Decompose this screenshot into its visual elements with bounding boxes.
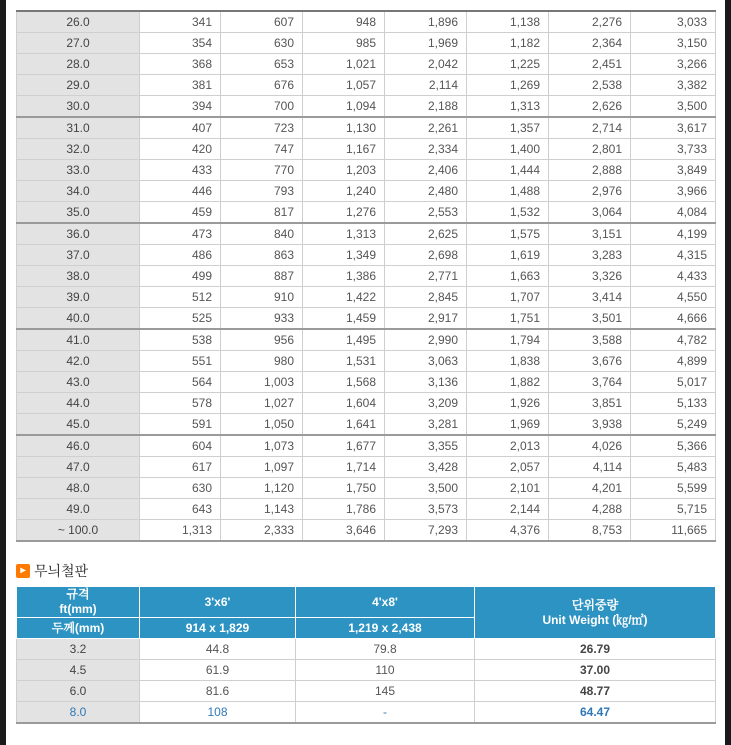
weight-cell: 3,938 [549, 414, 631, 436]
weight-cell: 723 [221, 117, 303, 139]
weight-cell: 980 [221, 351, 303, 372]
weight-cell: 1,130 [303, 117, 385, 139]
size-mm-header-1: 914 x 1,829 [140, 618, 296, 639]
weight-cell: 499 [140, 266, 221, 287]
weight-cell: 473 [140, 223, 221, 245]
weight-cell: 1,021 [303, 54, 385, 75]
weight-cell: 3,414 [549, 287, 631, 308]
thickness-cell: 4.5 [17, 660, 140, 681]
weight-cell: 2,101 [467, 478, 549, 499]
table-row [17, 139, 716, 160]
weight-cell: 1,641 [303, 414, 385, 436]
size-mm-header-2: 1,219 x 2,438 [296, 618, 475, 639]
weight-cell: 1,794 [467, 329, 549, 351]
table-row [17, 393, 716, 414]
weight-cell: 1,225 [467, 54, 549, 75]
table-row [17, 372, 716, 393]
weight-cell: 2,406 [385, 160, 467, 181]
weight-cell: 2,333 [221, 520, 303, 542]
weight-cell: 863 [221, 245, 303, 266]
table-row [17, 660, 716, 681]
weight-cell: 653 [221, 54, 303, 75]
weight-cell: 8,753 [549, 520, 631, 542]
weight-cell: 3,851 [549, 393, 631, 414]
weight-cell: 446 [140, 181, 221, 202]
table-row [17, 435, 716, 457]
weight-cell: 2,990 [385, 329, 467, 351]
weight-cell: 3,283 [549, 245, 631, 266]
weight-cell: 4,899 [631, 351, 716, 372]
weight-cell: 3,209 [385, 393, 467, 414]
weight-cell: 604 [140, 435, 221, 457]
weight-cell: 1,896 [385, 11, 467, 33]
table-row [17, 96, 716, 118]
table-row [17, 308, 716, 330]
table-row [17, 117, 716, 139]
thickness-cell: 38.0 [17, 266, 140, 287]
size-header-1: 3'x6' [140, 587, 296, 618]
weight-cell: 1,488 [467, 181, 549, 202]
weight-cell: 3,063 [385, 351, 467, 372]
weight-cell: 1,050 [221, 414, 303, 436]
weight-cell: 11,665 [631, 520, 716, 542]
weight-cell: 3,064 [549, 202, 631, 224]
thickness-cell: 27.0 [17, 33, 140, 54]
weight-cell: 110 [296, 660, 475, 681]
table-row [17, 702, 716, 724]
weight-cell: 81.6 [140, 681, 296, 702]
table-row [17, 11, 716, 33]
weight-cell: 5,017 [631, 372, 716, 393]
table-row [17, 329, 716, 351]
weight-cell: 933 [221, 308, 303, 330]
weight-cell: 4,199 [631, 223, 716, 245]
weight-cell: 5,599 [631, 478, 716, 499]
weight-cell: 433 [140, 160, 221, 181]
weight-cell: 2,917 [385, 308, 467, 330]
weight-cell: 4,288 [549, 499, 631, 520]
weight-cell: 2,553 [385, 202, 467, 224]
weight-cell: 420 [140, 139, 221, 160]
weight-cell: 1,003 [221, 372, 303, 393]
weight-cell: 368 [140, 54, 221, 75]
weight-cell: 2,698 [385, 245, 467, 266]
weight-cell: 1,313 [140, 520, 221, 542]
table-row [17, 181, 716, 202]
weight-cell: 1,138 [467, 11, 549, 33]
thickness-cell: 45.0 [17, 414, 140, 436]
weight-cell: 3,617 [631, 117, 716, 139]
weight-cell: 354 [140, 33, 221, 54]
weight-cell: 2,845 [385, 287, 467, 308]
weight-cell: 2,538 [549, 75, 631, 96]
weight-cell: 1,269 [467, 75, 549, 96]
unit-weight-header [475, 587, 716, 639]
weight-cell: 1,240 [303, 181, 385, 202]
weight-cell: 3,500 [631, 96, 716, 118]
weight-cell: 2,276 [549, 11, 631, 33]
weight-cell: 1,143 [221, 499, 303, 520]
weight-cell: 817 [221, 202, 303, 224]
unit-weight-cell: 26.79 [475, 639, 716, 660]
weight-cell: 3,676 [549, 351, 631, 372]
weight-cell: 1,707 [467, 287, 549, 308]
weight-cell: 2,013 [467, 435, 549, 457]
thickness-cell: 30.0 [17, 96, 140, 118]
content-panel [6, 0, 725, 745]
thickness-cell: 48.0 [17, 478, 140, 499]
weight-cell: 4,550 [631, 287, 716, 308]
weight-cell: 617 [140, 457, 221, 478]
weight-cell: 1,531 [303, 351, 385, 372]
thickness-cell: 28.0 [17, 54, 140, 75]
unit-weight-cell: 48.77 [475, 681, 716, 702]
weight-cell: - [296, 702, 475, 724]
weight-cell: 607 [221, 11, 303, 33]
weight-cell: 525 [140, 308, 221, 330]
weight-cell: 2,625 [385, 223, 467, 245]
unit-weight-cell: 64.47 [475, 702, 716, 724]
weight-cell: 1,386 [303, 266, 385, 287]
weight-cell: 564 [140, 372, 221, 393]
thickness-cell: 37.0 [17, 245, 140, 266]
thickness-cell: 49.0 [17, 499, 140, 520]
table-row [17, 33, 716, 54]
weight-cell: 5,715 [631, 499, 716, 520]
weight-cell: 2,451 [549, 54, 631, 75]
weight-cell: 3,501 [549, 308, 631, 330]
weight-cell: 3,428 [385, 457, 467, 478]
weight-cell: 1,203 [303, 160, 385, 181]
weight-cell: 3,326 [549, 266, 631, 287]
weight-cell: 1,313 [303, 223, 385, 245]
weight-cell: 4,433 [631, 266, 716, 287]
weight-cell: 407 [140, 117, 221, 139]
weight-cell: 108 [140, 702, 296, 724]
table-row [17, 681, 716, 702]
table-row [17, 499, 716, 520]
thickness-cell: 41.0 [17, 329, 140, 351]
weight-cell: 5,249 [631, 414, 716, 436]
thickness-cell: 43.0 [17, 372, 140, 393]
weight-cell: 1,400 [467, 139, 549, 160]
weight-cell: 1,786 [303, 499, 385, 520]
weight-cell: 1,444 [467, 160, 549, 181]
spec-header [17, 587, 140, 618]
thickness-cell: 39.0 [17, 287, 140, 308]
weight-cell: 2,771 [385, 266, 467, 287]
weight-cell: 910 [221, 287, 303, 308]
table-row [17, 266, 716, 287]
thickness-cell: 34.0 [17, 181, 140, 202]
weight-cell: 1,969 [385, 33, 467, 54]
thickness-cell: ~ 100.0 [17, 520, 140, 542]
weight-cell: 2,042 [385, 54, 467, 75]
weight-cell: 2,480 [385, 181, 467, 202]
weight-cell: 4,315 [631, 245, 716, 266]
weight-cell: 1,882 [467, 372, 549, 393]
weight-cell: 1,663 [467, 266, 549, 287]
weight-cell: 4,376 [467, 520, 549, 542]
weight-cell: 4,201 [549, 478, 631, 499]
weight-cell: 1,677 [303, 435, 385, 457]
spec-label: 규격 ft(mm) [59, 587, 97, 616]
thickness-cell: 47.0 [17, 457, 140, 478]
weight-cell: 486 [140, 245, 221, 266]
weight-cell: 1,349 [303, 245, 385, 266]
weight-cell: 1,094 [303, 96, 385, 118]
weight-cell: 3,849 [631, 160, 716, 181]
weight-cell: 1,575 [467, 223, 549, 245]
weight-cell: 1,714 [303, 457, 385, 478]
table-row [17, 520, 716, 542]
table-row [17, 202, 716, 224]
weight-cell: 3,266 [631, 54, 716, 75]
weight-cell: 459 [140, 202, 221, 224]
weight-cell: 2,626 [549, 96, 631, 118]
weight-cell: 44.8 [140, 639, 296, 660]
weight-cell: 3,382 [631, 75, 716, 96]
weight-cell: 948 [303, 11, 385, 33]
weight-cell: 3,150 [631, 33, 716, 54]
weight-cell: 676 [221, 75, 303, 96]
table-row [17, 245, 716, 266]
section-title: 무늬철판 [34, 563, 89, 579]
weight-cell: 4,666 [631, 308, 716, 330]
weight-cell: 2,364 [549, 33, 631, 54]
thickness-cell: 6.0 [17, 681, 140, 702]
weight-cell: 1,422 [303, 287, 385, 308]
weight-cell: 79.8 [296, 639, 475, 660]
table-row [17, 54, 716, 75]
weight-cell: 3,588 [549, 329, 631, 351]
weight-cell: 956 [221, 329, 303, 351]
weight-cell: 1,532 [467, 202, 549, 224]
weight-cell: 394 [140, 96, 221, 118]
weight-cell: 2,057 [467, 457, 549, 478]
weight-cell: 5,483 [631, 457, 716, 478]
table-row [17, 287, 716, 308]
thickness-cell: 29.0 [17, 75, 140, 96]
weight-cell: 381 [140, 75, 221, 96]
thickness-cell: 46.0 [17, 435, 140, 457]
thickness-header: 두께(mm) [17, 618, 140, 639]
weight-cell: 770 [221, 160, 303, 181]
thickness-cell: 40.0 [17, 308, 140, 330]
weight-cell: 4,782 [631, 329, 716, 351]
weight-cell: 7,293 [385, 520, 467, 542]
weight-cell: 1,495 [303, 329, 385, 351]
table-row [17, 75, 716, 96]
weight-cell: 3,500 [385, 478, 467, 499]
weight-cell: 1,097 [221, 457, 303, 478]
weight-cell: 3,573 [385, 499, 467, 520]
weight-cell: 747 [221, 139, 303, 160]
thickness-cell: 31.0 [17, 117, 140, 139]
arrow-right-icon: ▸ [16, 564, 30, 578]
weight-cell: 1,751 [467, 308, 549, 330]
thickness-cell: 35.0 [17, 202, 140, 224]
weight-cell: 578 [140, 393, 221, 414]
thickness-cell: 42.0 [17, 351, 140, 372]
weight-cell: 630 [221, 33, 303, 54]
weight-cell: 5,366 [631, 435, 716, 457]
weight-cell: 2,144 [467, 499, 549, 520]
weight-cell: 4,084 [631, 202, 716, 224]
steel-weight-table [16, 10, 716, 542]
table-row [17, 160, 716, 181]
thickness-cell: 36.0 [17, 223, 140, 245]
weight-cell: 1,604 [303, 393, 385, 414]
weight-cell: 2,801 [549, 139, 631, 160]
weight-cell: 630 [140, 478, 221, 499]
weight-cell: 2,188 [385, 96, 467, 118]
weight-cell: 1,057 [303, 75, 385, 96]
weight-cell: 840 [221, 223, 303, 245]
weight-cell: 1,750 [303, 478, 385, 499]
weight-cell: 1,619 [467, 245, 549, 266]
table-row [17, 414, 716, 436]
weight-cell: 512 [140, 287, 221, 308]
weight-cell: 551 [140, 351, 221, 372]
weight-cell: 3,151 [549, 223, 631, 245]
thickness-cell: 3.2 [17, 639, 140, 660]
unit-weight-label: 단위중량 Unit Weight (㎏/㎡) [542, 597, 648, 627]
weight-cell: 3,355 [385, 435, 467, 457]
table-row [17, 478, 716, 499]
weight-cell: 1,120 [221, 478, 303, 499]
weight-cell: 3,033 [631, 11, 716, 33]
thickness-cell: 32.0 [17, 139, 140, 160]
weight-cell: 1,568 [303, 372, 385, 393]
weight-cell: 3,764 [549, 372, 631, 393]
table-row [17, 351, 716, 372]
unit-weight-cell: 37.00 [475, 660, 716, 681]
table-row [17, 457, 716, 478]
weight-cell: 2,888 [549, 160, 631, 181]
weight-cell: 2,261 [385, 117, 467, 139]
weight-cell: 985 [303, 33, 385, 54]
size-header-2: 4'x8' [296, 587, 475, 618]
weight-cell: 2,114 [385, 75, 467, 96]
weight-cell: 887 [221, 266, 303, 287]
weight-cell: 1,838 [467, 351, 549, 372]
weight-cell: 1,357 [467, 117, 549, 139]
weight-cell: 3,646 [303, 520, 385, 542]
weight-cell: 538 [140, 329, 221, 351]
table-row [17, 223, 716, 245]
weight-cell: 4,114 [549, 457, 631, 478]
weight-cell: 3,136 [385, 372, 467, 393]
thickness-cell: 44.0 [17, 393, 140, 414]
weight-cell: 1,167 [303, 139, 385, 160]
weight-cell: 61.9 [140, 660, 296, 681]
weight-cell: 1,073 [221, 435, 303, 457]
weight-cell: 1,926 [467, 393, 549, 414]
weight-cell: 2,714 [549, 117, 631, 139]
section-header [16, 560, 88, 582]
weight-cell: 3,733 [631, 139, 716, 160]
weight-cell: 1,027 [221, 393, 303, 414]
weight-cell: 4,026 [549, 435, 631, 457]
weight-cell: 2,334 [385, 139, 467, 160]
weight-cell: 3,281 [385, 414, 467, 436]
weight-cell: 1,459 [303, 308, 385, 330]
weight-cell: 1,276 [303, 202, 385, 224]
weight-cell: 1,182 [467, 33, 549, 54]
weight-cell: 643 [140, 499, 221, 520]
weight-cell: 1,313 [467, 96, 549, 118]
weight-cell: 2,976 [549, 181, 631, 202]
weight-cell: 700 [221, 96, 303, 118]
weight-cell: 1,969 [467, 414, 549, 436]
weight-cell: 3,966 [631, 181, 716, 202]
weight-cell: 5,133 [631, 393, 716, 414]
pattern-plate-table [16, 586, 716, 724]
thickness-cell: 26.0 [17, 11, 140, 33]
thickness-cell: 8.0 [17, 702, 140, 724]
weight-cell: 591 [140, 414, 221, 436]
weight-cell: 793 [221, 181, 303, 202]
table-row [17, 639, 716, 660]
thickness-cell: 33.0 [17, 160, 140, 181]
weight-cell: 145 [296, 681, 475, 702]
weight-cell: 341 [140, 11, 221, 33]
